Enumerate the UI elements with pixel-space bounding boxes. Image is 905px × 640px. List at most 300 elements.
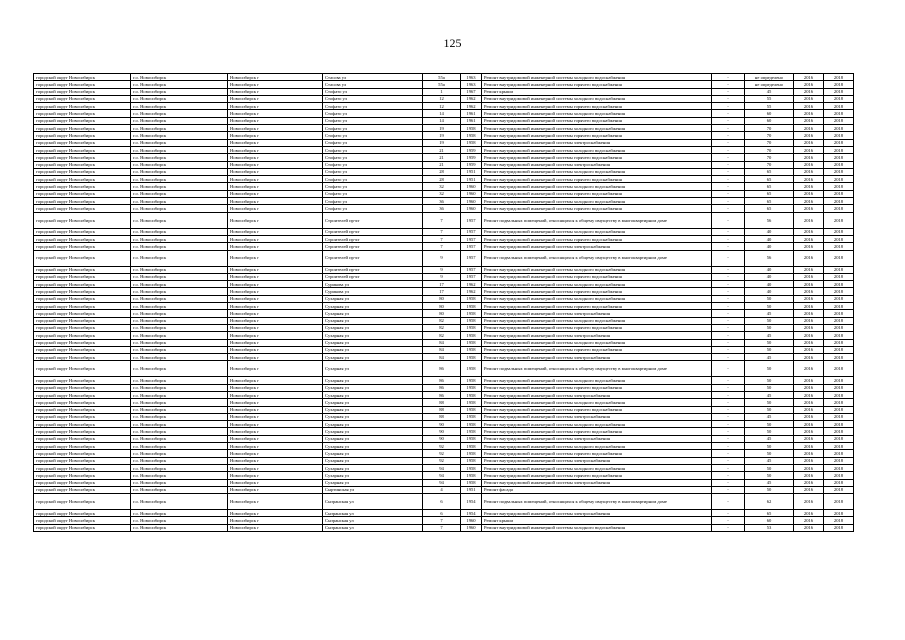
city-cell: Новосибирск г [228,486,323,493]
start-year-cell: 2016 [794,413,824,420]
start-year-cell: 2016 [794,110,824,117]
house-number-cell: 28 [423,168,461,175]
end-year-cell: 2018 [824,168,854,175]
street-cell: Сухарная ул [323,324,423,331]
district-cell: городской округ Новосибирск [34,235,131,242]
table-row [34,354,854,361]
work-type-cell: Ремонт внутридомовой инженерной системы горячего водоснабжения [482,428,712,435]
dash-cell: - [712,295,745,302]
street-cell: Сухарная ул [323,479,423,486]
table-row [34,139,854,146]
district-cell: городской округ Новосибирск [34,354,131,361]
build-year-cell: 1960 [461,183,482,190]
house-number-cell: 92 [423,450,461,457]
street-cell: Стасова ул [323,81,423,88]
build-year-cell: 1958 [461,377,482,384]
street-cell: Строителей пр-кт [323,250,423,266]
start-year-cell: 2016 [794,146,824,153]
district-cell: городской округ Новосибирск [34,479,131,486]
house-number-cell: 19 [423,132,461,139]
city-cell: Новосибирск г [228,198,323,205]
start-year-cell: 2016 [794,494,824,510]
dash-cell: - [712,183,745,190]
table-row [34,435,854,442]
dash-cell: - [712,317,745,324]
work-type-cell: Ремонт внутридомовой инженерной системы холодного водоснабжения [482,125,712,132]
settlement-cell: г.о. Новосибирск [131,317,228,324]
district-cell: городской округ Новосибирск [34,103,131,110]
dash-cell: - [712,81,745,88]
district-cell: городской округ Новосибирск [34,273,131,280]
table-row [34,510,854,517]
house-number-cell: 36 [423,198,461,205]
street-cell: Строителей пр-кт [323,266,423,273]
end-year-cell: 2018 [824,303,854,310]
dash-cell: - [712,524,745,531]
settlement-cell: г.о. Новосибирск [131,354,228,361]
district-cell: городской округ Новосибирск [34,510,131,517]
city-cell: Новосибирск г [228,154,323,161]
build-year-cell: 1958 [461,428,482,435]
house-number-cell: 9 [423,266,461,273]
work-type-cell: Ремонт внутридомовой инженерной системы горячего водоснабжения [482,190,712,197]
dash-cell: - [712,117,745,124]
settlement-cell: г.о. Новосибирск [131,494,228,510]
city-cell: Новосибирск г [228,406,323,413]
table-row [34,288,854,295]
end-year-cell: 2018 [824,354,854,361]
city-cell: Новосибирск г [228,139,323,146]
table-row [34,168,854,175]
value-cell: 70 [745,161,794,168]
work-type-cell: Ремонт крыши [482,88,712,95]
work-type-cell: Ремонт внутридомовой инженерной системы электроснабжения [482,243,712,250]
build-year-cell: 1963 [461,81,482,88]
work-type-cell: Ремонт подвальных помещений, относящихся к общему имуществу в многоквартирном доме [482,250,712,266]
house-number-cell: 88 [423,406,461,413]
dash-cell: - [712,161,745,168]
work-type-cell: Ремонт внутридомовой инженерной системы горячего водоснабжения [482,324,712,331]
end-year-cell: 2018 [824,295,854,302]
house-number-cell: 9 [423,273,461,280]
settlement-cell: г.о. Новосибирск [131,176,228,183]
district-cell: городской округ Новосибирск [34,317,131,324]
street-cell: Сухарная ул [323,354,423,361]
city-cell: Новосибирск г [228,228,323,235]
work-type-cell: Ремонт фасада [482,486,712,493]
value-cell: 45 [745,310,794,317]
work-type-cell: Ремонт внутридомовой инженерной системы холодного водоснабжения [482,377,712,384]
house-number-cell: 21 [423,161,461,168]
district-cell: городской округ Новосибирск [34,486,131,493]
district-cell: городской округ Новосибирск [34,205,131,212]
dash-cell: - [712,95,745,102]
end-year-cell: 2018 [824,524,854,531]
value-cell: 60 [745,117,794,124]
table-row [34,494,854,510]
start-year-cell: 2016 [794,354,824,361]
district-cell: городской округ Новосибирск [34,146,131,153]
work-type-cell: Ремонт внутридомовой инженерной системы холодного водоснабжения [482,198,712,205]
district-cell: городской округ Новосибирск [34,421,131,428]
street-cell: Сухарная ул [323,443,423,450]
settlement-cell: г.о. Новосибирск [131,139,228,146]
build-year-cell: 1958 [461,406,482,413]
table-row [34,421,854,428]
street-cell: Стофато ул [323,154,423,161]
settlement-cell: г.о. Новосибирск [131,161,228,168]
settlement-cell: г.о. Новосибирск [131,88,228,95]
work-type-cell: Ремонт внутридомовой инженерной системы горячего водоснабжения [482,205,712,212]
dash-cell: - [712,235,745,242]
district-cell: городской округ Новосибирск [34,81,131,88]
end-year-cell: 2018 [824,464,854,471]
work-type-cell: Ремонт внутридомовой инженерной системы горячего водоснабжения [482,117,712,124]
value-cell: 50 [745,443,794,450]
table-row [34,457,854,464]
value-cell: 65 [745,198,794,205]
dash-cell: - [712,103,745,110]
street-cell: Стофато ул [323,146,423,153]
value-cell: 50 [745,406,794,413]
city-cell: Новосибирск г [228,332,323,339]
build-year-cell: 1951 [461,176,482,183]
street-cell: Сухарная ул [323,428,423,435]
value-cell: 50 [745,295,794,302]
district-cell: городской округ Новосибирск [34,391,131,398]
house-number-cell: 1 [423,88,461,95]
dash-cell: - [712,428,745,435]
city-cell: Новосибирск г [228,317,323,324]
street-cell: Стофато ул [323,168,423,175]
table-row [34,524,854,531]
house-number-cell: 86 [423,391,461,398]
end-year-cell: 2018 [824,161,854,168]
build-year-cell: 1960 [461,190,482,197]
end-year-cell: 2018 [824,205,854,212]
end-year-cell: 2018 [824,486,854,493]
end-year-cell: 2018 [824,266,854,273]
work-type-cell: Ремонт внутридомовой инженерной системы электроснабжения [482,457,712,464]
end-year-cell: 2018 [824,88,854,95]
street-cell: Сыртинская ул [323,486,423,493]
city-cell: Новосибирск г [228,377,323,384]
city-cell: Новосибирск г [228,266,323,273]
district-cell: городской округ Новосибирск [34,243,131,250]
start-year-cell: 2016 [794,228,824,235]
settlement-cell: г.о. Новосибирск [131,154,228,161]
start-year-cell: 2016 [794,384,824,391]
house-number-cell: 7 [423,228,461,235]
settlement-cell: г.о. Новосибирск [131,406,228,413]
value-cell: 53 [745,524,794,531]
city-cell: Новосибирск г [228,81,323,88]
build-year-cell: 1967 [461,88,482,95]
value-cell: 40 [745,235,794,242]
dash-cell: - [712,346,745,353]
build-year-cell: 1958 [461,450,482,457]
start-year-cell: 2016 [794,168,824,175]
build-year-cell: 1958 [461,421,482,428]
house-number-cell: 80 [423,303,461,310]
dash-cell: - [712,464,745,471]
district-cell: городской округ Новосибирск [34,413,131,420]
value-cell: 40 [745,273,794,280]
start-year-cell: 2016 [794,281,824,288]
district-cell: городской округ Новосибирск [34,183,131,190]
value-cell: 65 [745,183,794,190]
value-cell: 50 [745,317,794,324]
work-type-cell: Ремонт внутридомовой инженерной системы холодного водоснабжения [482,399,712,406]
value-cell: 45 [745,88,794,95]
value-cell: 45 [745,413,794,420]
end-year-cell: 2018 [824,339,854,346]
house-number-cell: 17 [423,281,461,288]
house-number-cell: 86 [423,384,461,391]
settlement-cell: г.о. Новосибирск [131,212,228,228]
city-cell: Новосибирск г [228,339,323,346]
start-year-cell: 2016 [794,517,824,524]
district-cell: городской округ Новосибирск [34,464,131,471]
start-year-cell: 2016 [794,332,824,339]
street-cell: Стофато ул [323,176,423,183]
work-type-cell: Ремонт подвальных помещений, относящихся к общему имуществу в многоквартирном доме [482,494,712,510]
build-year-cell: 1962 [461,103,482,110]
work-type-cell: Ремонт внутридомовой инженерной системы электроснабжения [482,310,712,317]
street-cell: Стофато ул [323,88,423,95]
build-year-cell: 1962 [461,95,482,102]
house-number-cell: 94 [423,472,461,479]
start-year-cell: 2016 [794,161,824,168]
work-type-cell: Ремонт внутридомовой инженерной системы электроснабжения [482,332,712,339]
dash-cell: - [712,205,745,212]
value-cell: 45 [745,435,794,442]
start-year-cell: 2016 [794,198,824,205]
street-cell: Сурикова ул [323,281,423,288]
value-cell: 50 [745,303,794,310]
district-cell: городской округ Новосибирск [34,406,131,413]
end-year-cell: 2018 [824,346,854,353]
work-type-cell: Ремонт внутридомовой инженерной системы электроснабжения [482,479,712,486]
build-year-cell: 1958 [461,339,482,346]
city-cell: Новосибирск г [228,524,323,531]
end-year-cell: 2018 [824,421,854,428]
dash-cell: - [712,303,745,310]
settlement-cell: г.о. Новосибирск [131,146,228,153]
city-cell: Новосибирск г [228,146,323,153]
end-year-cell: 2018 [824,235,854,242]
work-type-cell: Ремонт внутридомовой инженерной системы холодного водоснабжения [482,74,712,81]
build-year-cell: 1958 [461,472,482,479]
table-row [34,190,854,197]
house-number-cell: 82 [423,324,461,331]
street-cell: Сухарная ул [323,391,423,398]
dash-cell: - [712,243,745,250]
street-cell: Сызранская ул [323,510,423,517]
table-row [34,346,854,353]
house-number-cell: 6 [423,510,461,517]
street-cell: Сухарная ул [323,413,423,420]
work-type-cell: Ремонт внутридомовой инженерной системы холодного водоснабжения [482,295,712,302]
start-year-cell: 2016 [794,346,824,353]
settlement-cell: г.о. Новосибирск [131,110,228,117]
city-cell: Новосибирск г [228,346,323,353]
dash-cell: - [712,132,745,139]
settlement-cell: г.о. Новосибирск [131,517,228,524]
street-cell: Стофато ул [323,139,423,146]
city-cell: Новосибирск г [228,494,323,510]
end-year-cell: 2018 [824,428,854,435]
start-year-cell: 2016 [794,421,824,428]
start-year-cell: 2016 [794,212,824,228]
work-type-cell: Ремонт внутридомовой инженерной системы электроснабжения [482,510,712,517]
work-type-cell: Ремонт внутридомовой инженерной системы холодного водоснабжения [482,183,712,190]
settlement-cell: г.о. Новосибирск [131,421,228,428]
house-number-cell: 7 [423,524,461,531]
end-year-cell: 2018 [824,310,854,317]
start-year-cell: 2016 [794,243,824,250]
start-year-cell: 2016 [794,266,824,273]
settlement-cell: г.о. Новосибирск [131,384,228,391]
settlement-cell: г.о. Новосибирск [131,132,228,139]
district-cell: городской округ Новосибирск [34,399,131,406]
table-row [34,391,854,398]
street-cell: Сухарная ул [323,421,423,428]
work-type-cell: Ремонт внутридомовой инженерной системы холодного водоснабжения [482,168,712,175]
start-year-cell: 2016 [794,117,824,124]
end-year-cell: 2018 [824,198,854,205]
value-cell: 50 [745,486,794,493]
end-year-cell: 2018 [824,103,854,110]
house-number-cell: 92 [423,457,461,464]
street-cell: Сухарная ул [323,399,423,406]
house-number-cell: 28 [423,176,461,183]
house-number-cell: 19 [423,125,461,132]
work-type-cell: Ремонт крыши [482,517,712,524]
district-cell: городской округ Новосибирск [34,139,131,146]
dash-cell: - [712,406,745,413]
table-row [34,310,854,317]
settlement-cell: г.о. Новосибирск [131,198,228,205]
district-cell: городской округ Новосибирск [34,472,131,479]
settlement-cell: г.о. Новосибирск [131,377,228,384]
work-type-cell: Ремонт внутридомовой инженерной системы горячего водоснабжения [482,132,712,139]
house-number-cell: 21 [423,146,461,153]
start-year-cell: 2016 [794,324,824,331]
house-number-cell: 7 [423,212,461,228]
start-year-cell: 2016 [794,190,824,197]
house-number-cell: 92 [423,443,461,450]
work-type-cell: Ремонт подвальных помещений, относящихся к общему имуществу в многоквартирном доме [482,212,712,228]
street-cell: Сухарная ул [323,472,423,479]
value-cell: не определено [745,74,794,81]
house-number-cell: 90 [423,421,461,428]
house-number-cell: 82 [423,332,461,339]
street-cell: Стофато ул [323,110,423,117]
work-type-cell: Ремонт внутридомовой инженерной системы горячего водоснабжения [482,81,712,88]
end-year-cell: 2018 [824,212,854,228]
work-type-cell: Ремонт внутридомовой инженерной системы холодного водоснабжения [482,281,712,288]
build-year-cell: 1960 [461,198,482,205]
build-year-cell: 1963 [461,74,482,81]
city-cell: Новосибирск г [228,117,323,124]
district-cell: городской округ Новосибирск [34,117,131,124]
table-row [34,117,854,124]
table-row [34,339,854,346]
start-year-cell: 2016 [794,81,824,88]
value-cell: 50 [745,361,794,377]
district-cell: городской округ Новосибирск [34,295,131,302]
build-year-cell: 1960 [461,524,482,531]
build-year-cell: 1958 [461,125,482,132]
house-number-cell: 17 [423,288,461,295]
dash-cell: - [712,310,745,317]
value-cell: 45 [745,391,794,398]
table-row [34,413,854,420]
dash-cell: - [712,146,745,153]
settlement-cell: г.о. Новосибирск [131,235,228,242]
table-row [34,472,854,479]
city-cell: Новосибирск г [228,443,323,450]
value-cell: 70 [745,146,794,153]
street-cell: Сухарная ул [323,332,423,339]
city-cell: Новосибирск г [228,295,323,302]
city-cell: Новосибирск г [228,303,323,310]
end-year-cell: 2018 [824,250,854,266]
build-year-cell: 1958 [461,457,482,464]
dash-cell: - [712,361,745,377]
value-cell: 65 [745,190,794,197]
settlement-cell: г.о. Новосибирск [131,95,228,102]
settlement-cell: г.о. Новосибирск [131,168,228,175]
value-cell: 40 [745,228,794,235]
city-cell: Новосибирск г [228,74,323,81]
build-year-cell: 1958 [461,464,482,471]
dash-cell: - [712,494,745,510]
build-year-cell: 1957 [461,243,482,250]
street-cell: Сухарная ул [323,384,423,391]
work-type-cell: Ремонт внутридомовой инженерной системы горячего водоснабжения [482,176,712,183]
district-cell: городской округ Новосибирск [34,457,131,464]
city-cell: Новосибирск г [228,472,323,479]
table-row [34,443,854,450]
district-cell: городской округ Новосибирск [34,161,131,168]
value-cell: 65 [745,510,794,517]
start-year-cell: 2016 [794,317,824,324]
city-cell: Новосибирск г [228,510,323,517]
build-year-cell: 1958 [461,139,482,146]
street-cell: Стофато ул [323,95,423,102]
house-number-cell: 88 [423,413,461,420]
build-year-cell: 1961 [461,117,482,124]
city-cell: Новосибирск г [228,479,323,486]
value-cell: 50 [745,339,794,346]
house-number-cell: 36 [423,205,461,212]
house-number-cell: 84 [423,354,461,361]
district-cell: городской округ Новосибирск [34,310,131,317]
capital-repair-table [33,73,854,532]
start-year-cell: 2016 [794,310,824,317]
table-row [34,176,854,183]
street-cell: Стофато ул [323,161,423,168]
city-cell: Новосибирск г [228,464,323,471]
house-number-cell: 6 [423,494,461,510]
house-number-cell: 7 [423,243,461,250]
city-cell: Новосибирск г [228,273,323,280]
dash-cell: - [712,510,745,517]
district-cell: городской округ Новосибирск [34,132,131,139]
district-cell: городской округ Новосибирск [34,339,131,346]
